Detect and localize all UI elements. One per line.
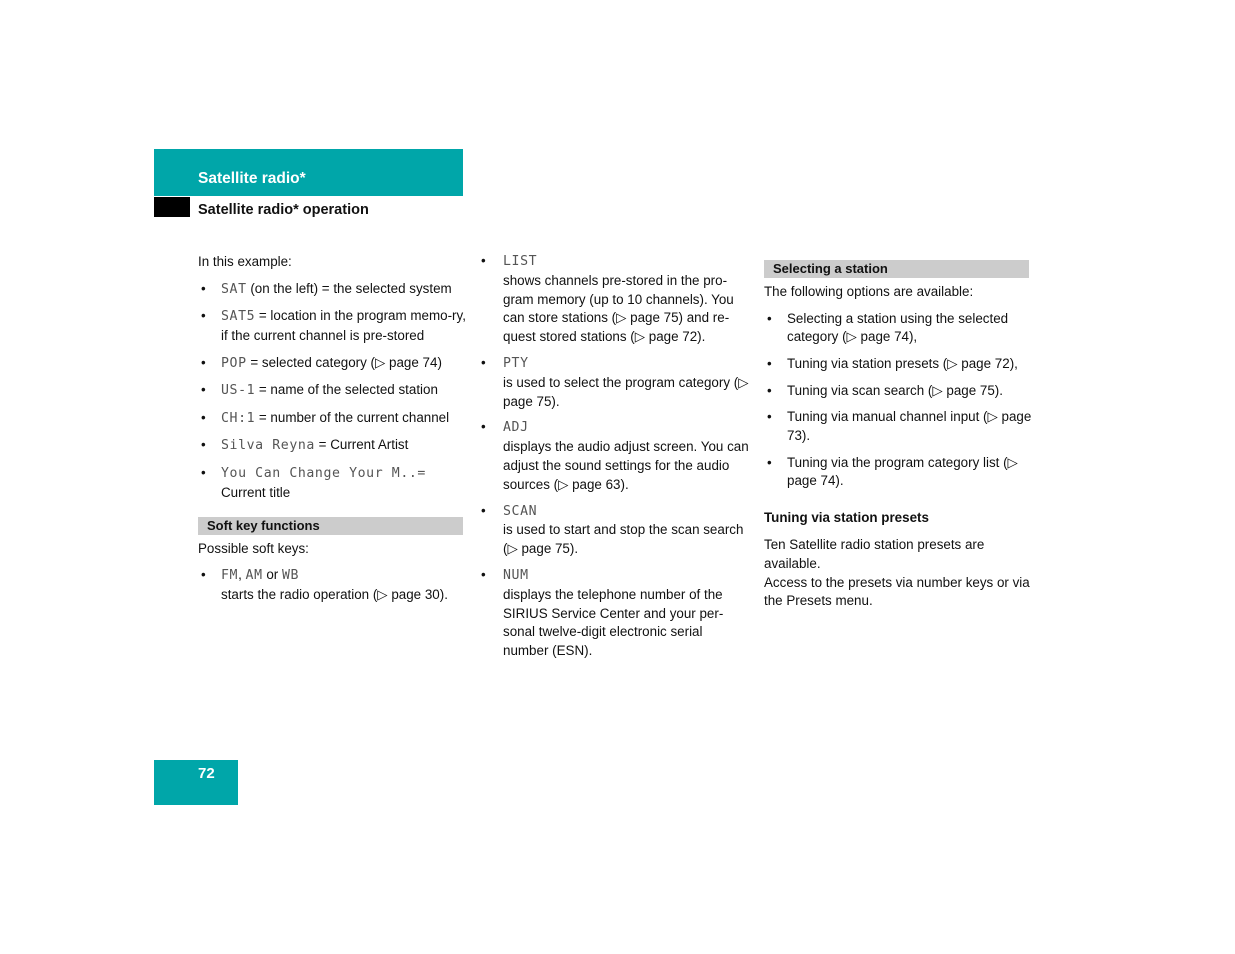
options-intro: The following options are available:: [764, 284, 974, 299]
item-text: starts the radio operation (▷ page 30).: [221, 586, 448, 602]
section-heading-softkeys: Soft key functions: [198, 517, 463, 535]
softkey-code: LIST: [503, 254, 538, 269]
list-item: • SCAN is used to start and stop the scan search (▷ page 75).: [481, 502, 744, 557]
list-item: • SAT (on the left) = the selected system: [201, 280, 452, 297]
list-item: • Tuning via scan search (▷ page 75).: [767, 382, 1003, 398]
display-code: SAT: [221, 281, 247, 297]
softkey-list: [198, 566, 468, 605]
softkey-fm: FM: [221, 568, 239, 584]
softkey-am: AM: [245, 568, 263, 584]
display-code: SAT5: [221, 309, 256, 325]
section-title: Satellite radio*: [198, 170, 306, 187]
presets-paragraph: Access to the presets via number keys or via the Presets menu.: [764, 574, 1030, 609]
intro-text: In this example:: [198, 254, 292, 269]
list-item: • Silva Reyna = Current Artist: [201, 437, 409, 454]
softkey-intro: Possible soft keys:: [198, 540, 309, 556]
item-text: Tuning via scan search (▷ page 75).: [787, 382, 1003, 398]
item-text: = location in the program memo-ry, if the current channel is pre-stored: [221, 308, 466, 343]
list-item: • Tuning via station presets (▷ page 72),: [767, 355, 1018, 371]
list-item: • FM, AM or WB starts the radio operation (▷ page 30).: [201, 567, 448, 602]
item-text: (on the left) = the selected system: [246, 280, 452, 296]
list-item: • SAT5 = location in the program memo-ry, if the current channel is pre-stored: [201, 308, 466, 343]
display-fields-list: [198, 280, 468, 503]
presets-heading: Tuning via station presets: [764, 510, 929, 526]
list-item: • ADJ displays the audio adjust screen. You can adjust the sound settings for the audio sources (▷ page 63).: [481, 419, 749, 492]
softkey-code: NUM: [503, 567, 529, 583]
softkey-code: SCAN: [503, 503, 538, 519]
list-item: • Tuning via manual channel input (▷ page 73).: [767, 409, 1032, 443]
column-left: [198, 253, 468, 605]
item-text: Tuning via the program category list (▷ page 74).: [787, 454, 1018, 489]
list-item: • You Can Change Your M..= Current title: [201, 464, 426, 500]
list-item: • PTY is used to select the program category (▷ page 75).: [481, 354, 749, 409]
display-code: CH:1: [221, 410, 256, 426]
item-text: Tuning via manual channel input (▷ page 73).: [787, 409, 1032, 443]
list-item: • Tuning via the program category list (▷ page 74).: [767, 454, 1018, 489]
column-right: [764, 260, 1032, 611]
softkey-code: ADJ: [503, 420, 529, 436]
subsection-marker: [154, 197, 190, 217]
softkey-wb: WB: [282, 568, 300, 584]
item-text: displays the audio adjust screen. You can adjust the sound settings for the audio sources (▷ page 63).: [503, 439, 749, 492]
list-item: • Selecting a station using the selected category (▷ page 74),: [767, 310, 1009, 345]
page-number: 72: [198, 765, 215, 782]
item-text: is used to select the program category (▷ page 75).: [503, 374, 749, 409]
item-text: Current title: [221, 484, 291, 500]
display-code: Silva Reyna: [221, 438, 315, 454]
display-code: US-1: [221, 383, 256, 399]
item-text: displays the telephone number of the SIRIUS Service Center and your per-sonal twelve-digit electronic serial number (ESN).: [503, 586, 724, 659]
item-text: = number of the current channel: [255, 409, 450, 425]
item-text: is used to start and stop the scan search (▷ page 75).: [503, 522, 744, 557]
section-heading-selecting: Selecting a station: [764, 260, 1029, 278]
list-item: • US-1 = name of the selected station: [201, 382, 438, 399]
list-item: • POP = selected category (▷ page 74): [201, 354, 442, 371]
list-item: • LIST shows channels pre-stored in the pro-gram memory (up to 10 channels). You can store stations (▷ page 75) and re-quest stored stations (▷ page 72).: [481, 253, 734, 345]
subsection-title: Satellite radio* operation: [198, 202, 369, 218]
options-list: [764, 310, 1032, 492]
list-item: • CH:1 = number of the current channel: [201, 409, 450, 426]
list-item: • NUM displays the telephone number of the SIRIUS Service Center and your per-sonal twelve-digit electronic serial number (ESN).: [481, 566, 724, 659]
item-text: Selecting a station using the selected category (▷ page 74),: [787, 310, 1009, 345]
item-text: = name of the selected station: [255, 382, 438, 398]
item-text: = selected category (▷ page 74): [246, 354, 442, 370]
softkey-code: PTY: [503, 355, 529, 371]
page-number-box: [154, 760, 238, 805]
presets-paragraph: Ten Satellite radio station presets are available.: [764, 536, 985, 571]
item-text: Tuning via station presets (▷ page 72),: [787, 355, 1018, 371]
column-middle: [481, 252, 749, 661]
item-text: shows channels pre-stored in the pro-gram memory (up to 10 channels). You can store stations (▷ page 75) and re-quest stored stations (▷ page 72).: [503, 272, 734, 345]
display-code: You Can Change Your M..=: [221, 465, 426, 481]
softkey-descriptions: [481, 252, 749, 661]
item-text: = Current Artist: [314, 437, 409, 453]
display-code: POP: [221, 355, 247, 371]
